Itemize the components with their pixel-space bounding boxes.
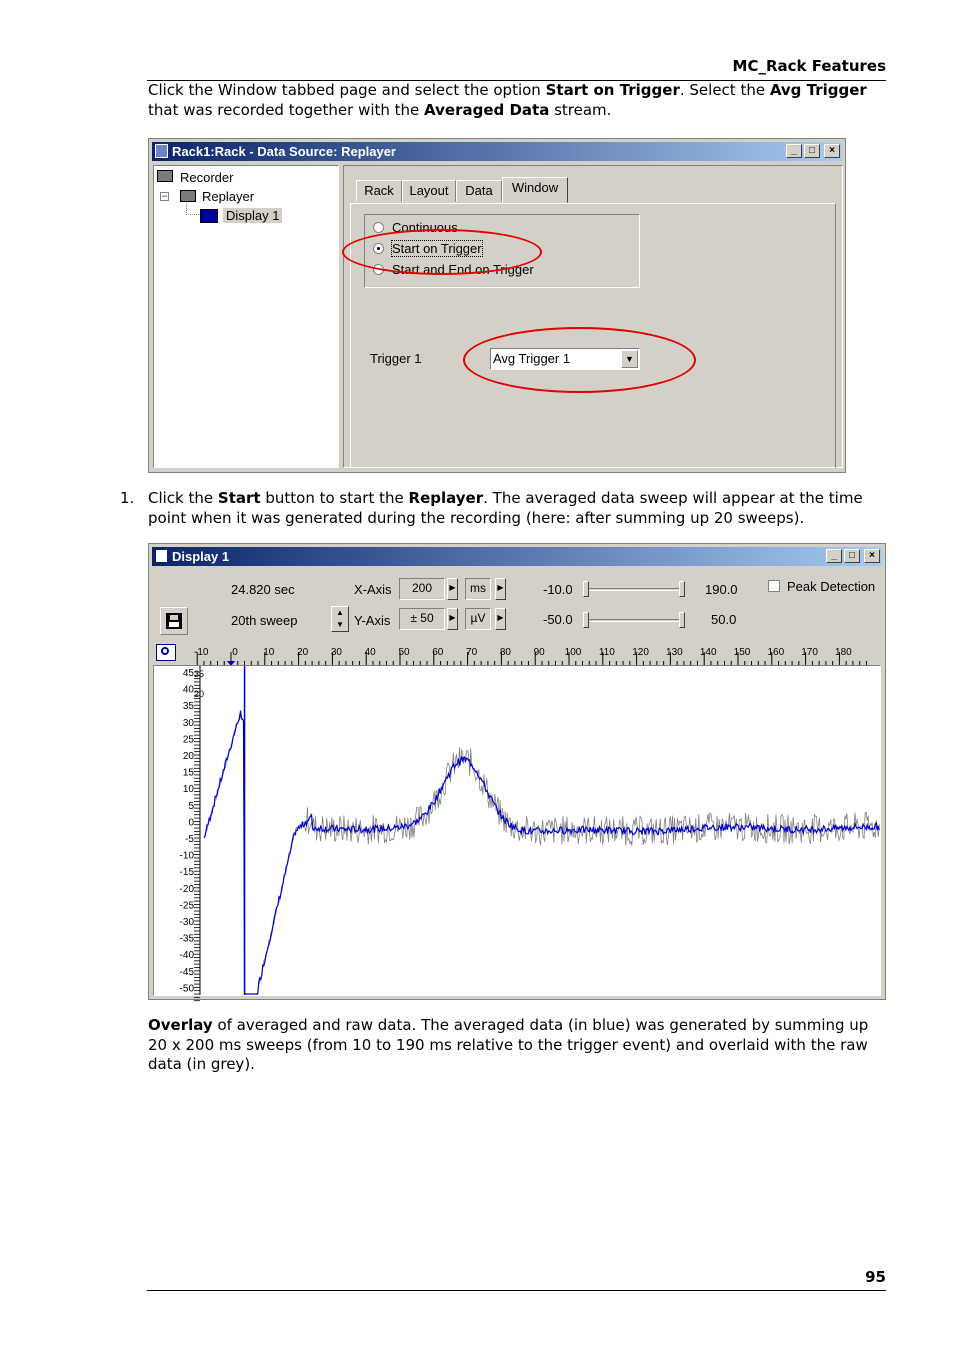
ruler-tick-label: 10 bbox=[263, 647, 275, 658]
recorder-icon bbox=[157, 170, 173, 182]
maximize-button[interactable]: □ bbox=[804, 144, 820, 158]
radio-label-start-end-on-trigger: Start and End on Trigger bbox=[392, 262, 534, 277]
highlight-trigger-select bbox=[463, 327, 696, 393]
y-tick-label: 20 bbox=[182, 751, 194, 762]
highlight-start-on-trigger bbox=[342, 229, 542, 275]
display-titlebar bbox=[152, 547, 882, 566]
y-tick-label: 15 bbox=[182, 767, 194, 779]
yaxis-spin-right-icon[interactable]: ▶ bbox=[447, 608, 458, 630]
tree-item-recorder[interactable]: Recorder bbox=[180, 170, 234, 185]
y-tick-label: -45 bbox=[179, 966, 194, 978]
yaxis-value-field[interactable]: ± 50 bbox=[399, 608, 445, 630]
sweep-readout: 20th sweep bbox=[231, 613, 298, 628]
y-tick-label: 45 bbox=[182, 668, 194, 679]
intro-text-4: stream. bbox=[549, 100, 612, 119]
tree-item-display[interactable]: Display 1 bbox=[223, 208, 282, 223]
y-tick-label: -50 bbox=[179, 983, 194, 995]
step-1-paragraph bbox=[148, 489, 876, 528]
display-app-icon bbox=[155, 549, 168, 563]
y-range-slider[interactable] bbox=[585, 619, 685, 622]
caption-paragraph bbox=[148, 1016, 876, 1075]
ruler-tick-label: 40 bbox=[364, 647, 376, 658]
y-tick-label: 5 bbox=[188, 800, 194, 812]
x-max-value: 190.0 bbox=[705, 582, 738, 597]
y-tick-label: -15 bbox=[179, 867, 194, 879]
y-tick-secondary-label: 35 bbox=[193, 669, 204, 679]
y-tick-label: -35 bbox=[179, 933, 194, 945]
peak-detection-label: Peak Detection bbox=[787, 579, 876, 594]
y-tick-label: 30 bbox=[182, 717, 194, 729]
display-maximize-button[interactable]: □ bbox=[844, 549, 860, 563]
y-axis-ruler bbox=[154, 666, 204, 995]
ruler-tick-label: 100 bbox=[564, 647, 582, 658]
intro-paragraph bbox=[148, 81, 888, 120]
ruler-tick-label: 90 bbox=[533, 647, 545, 658]
y-tick-label: 10 bbox=[182, 784, 194, 796]
y-tick-secondary-label: 20 bbox=[193, 689, 204, 699]
minimize-button[interactable]: _ bbox=[786, 144, 802, 158]
step-bold-1: Start bbox=[217, 489, 261, 507]
y-tick-label: 25 bbox=[182, 734, 194, 746]
xaxis-value-field[interactable]: 200 bbox=[399, 578, 445, 600]
yaxis-unit-spin-icon[interactable]: ▶ bbox=[495, 608, 506, 630]
replayer-icon bbox=[180, 190, 196, 202]
intro-bold-3: Averaged Data bbox=[424, 100, 550, 119]
trigger-select-value: Avg Trigger 1 bbox=[493, 351, 571, 366]
ruler-tick-label: 130 bbox=[666, 647, 683, 658]
display-close-button[interactable]: × bbox=[864, 549, 880, 563]
tree-item-replayer[interactable]: Replayer bbox=[202, 189, 255, 204]
dialog-titlebar bbox=[152, 142, 842, 161]
step-number: 1. bbox=[120, 489, 135, 507]
display-window bbox=[148, 543, 886, 1000]
save-button[interactable] bbox=[160, 607, 188, 635]
caption-text: of averaged and raw data. The averaged data (in blue) was generated by summing up 20 x 200 ms sweeps (from 10 to 190 ms relative to the trigger event) and overlaid with the raw data (in grey). bbox=[148, 1016, 869, 1073]
y-max-value: 50.0 bbox=[711, 612, 737, 627]
tree-connector bbox=[186, 204, 201, 215]
x-range-max-thumb[interactable] bbox=[679, 581, 685, 597]
yaxis-label: Y-Axis bbox=[354, 613, 391, 628]
ruler-tick-label: -10 bbox=[193, 647, 209, 658]
page-number: 95 bbox=[865, 1268, 886, 1286]
dialog-title: Rack1:Rack - Data Source: Replayer bbox=[172, 144, 396, 159]
tab-data[interactable]: Data bbox=[456, 180, 502, 202]
y-tick-label: -40 bbox=[179, 950, 194, 962]
y-tick-label: -10 bbox=[179, 850, 194, 862]
y-range-max-thumb[interactable] bbox=[679, 612, 685, 628]
intro-text-3: that was recorded together with the bbox=[148, 100, 425, 119]
ruler-tick-label: 70 bbox=[466, 647, 478, 658]
replayer-dialog bbox=[148, 138, 846, 473]
step-text-2: button to start the bbox=[260, 489, 409, 507]
tab-layout[interactable]: Layout bbox=[402, 180, 456, 202]
section-header: MC_Rack Features bbox=[732, 57, 886, 75]
ruler-tick-label: 0 bbox=[232, 647, 238, 658]
y-tick-label: -25 bbox=[179, 900, 194, 912]
step-text-3: . The averaged data sweep will appear at the time point when it was generated during the recording (here: after summing up 20 sweeps). bbox=[148, 489, 863, 527]
ruler-tick-label: 30 bbox=[330, 647, 342, 658]
ruler-tick-label: 20 bbox=[297, 647, 309, 658]
intro-bold-2: Avg Trigger bbox=[769, 81, 867, 99]
ruler-tick-label: 60 bbox=[432, 647, 444, 658]
collapse-icon[interactable]: − bbox=[161, 191, 168, 201]
display-minimize-button[interactable]: _ bbox=[826, 549, 842, 563]
magnifier-icon bbox=[161, 647, 169, 655]
ruler-tick-label: 80 bbox=[499, 647, 511, 658]
display-icon bbox=[200, 209, 218, 223]
y-tick-label: 40 bbox=[182, 684, 194, 696]
xaxis-unit-spin-icon[interactable]: ▶ bbox=[495, 578, 506, 600]
tab-window[interactable]: Window bbox=[502, 177, 568, 203]
time-ruler bbox=[193, 644, 881, 666]
y-tick-label: -20 bbox=[179, 883, 194, 895]
tab-strip bbox=[354, 180, 834, 204]
radio-label-continuous: Continuous bbox=[392, 220, 458, 235]
yaxis-unit-field[interactable]: µV bbox=[465, 608, 491, 630]
y-tick-label: 0 bbox=[188, 817, 194, 829]
settings-pane bbox=[343, 165, 843, 468]
yaxis-updown-icon[interactable]: ▲ ▼ bbox=[331, 606, 349, 632]
x-range-slider[interactable] bbox=[585, 588, 685, 591]
ruler-tick-label: 180 bbox=[835, 647, 852, 658]
close-button[interactable]: × bbox=[824, 144, 840, 158]
zoom-button[interactable] bbox=[156, 644, 176, 661]
plot-area bbox=[204, 666, 880, 995]
ruler-tick-label: 50 bbox=[398, 647, 410, 658]
time-readout: 24.820 sec bbox=[231, 582, 295, 597]
app-icon bbox=[155, 144, 168, 158]
y-range-min-thumb[interactable] bbox=[583, 612, 589, 628]
trigger-label: Trigger 1 bbox=[370, 351, 422, 366]
display-title: Display 1 bbox=[172, 549, 230, 564]
footer-rule bbox=[147, 1290, 886, 1291]
raw-data-trace bbox=[204, 714, 879, 994]
caption-bold: Overlay bbox=[148, 1016, 213, 1034]
intro-bold-1: Start on Trigger bbox=[545, 81, 680, 99]
ruler-tick-label: 160 bbox=[767, 647, 785, 658]
y-tick-label: 35 bbox=[182, 701, 194, 713]
x-min-value: -10.0 bbox=[543, 582, 573, 597]
peak-detection-checkbox[interactable] bbox=[768, 580, 780, 592]
ruler-tick-label: 170 bbox=[801, 647, 818, 658]
ruler-tick-label: 120 bbox=[632, 647, 649, 658]
x-range-min-thumb[interactable] bbox=[583, 581, 589, 597]
floppy-disk-icon bbox=[166, 613, 182, 629]
xaxis-label: X-Axis bbox=[354, 582, 392, 597]
y-tick-label: -30 bbox=[179, 917, 194, 928]
tree-pane bbox=[153, 165, 339, 468]
radio-label-start-on-trigger: Start on Trigger bbox=[392, 241, 482, 256]
ruler-tick-label: 140 bbox=[699, 647, 717, 658]
xaxis-spin-right-icon[interactable]: ▶ bbox=[447, 578, 458, 600]
chevron-down-icon[interactable]: ▼ bbox=[621, 350, 638, 368]
ruler-tick-label: 150 bbox=[733, 647, 751, 658]
y-tick-label: -5 bbox=[185, 834, 194, 845]
intro-text-2: . Select the bbox=[679, 81, 770, 99]
radio-continuous[interactable] bbox=[373, 222, 384, 233]
intro-text-1: Click the Window tabbed page and select the option bbox=[148, 81, 546, 99]
tab-rack[interactable]: Rack bbox=[356, 180, 402, 202]
step-bold-2: Replayer bbox=[408, 489, 484, 507]
ruler-tick-label: 110 bbox=[598, 647, 615, 658]
y-min-value: -50.0 bbox=[543, 612, 573, 627]
step-text-1: Click the bbox=[148, 489, 218, 507]
averaged-data-trace bbox=[204, 711, 879, 994]
xaxis-unit-field[interactable]: ms bbox=[465, 578, 491, 600]
